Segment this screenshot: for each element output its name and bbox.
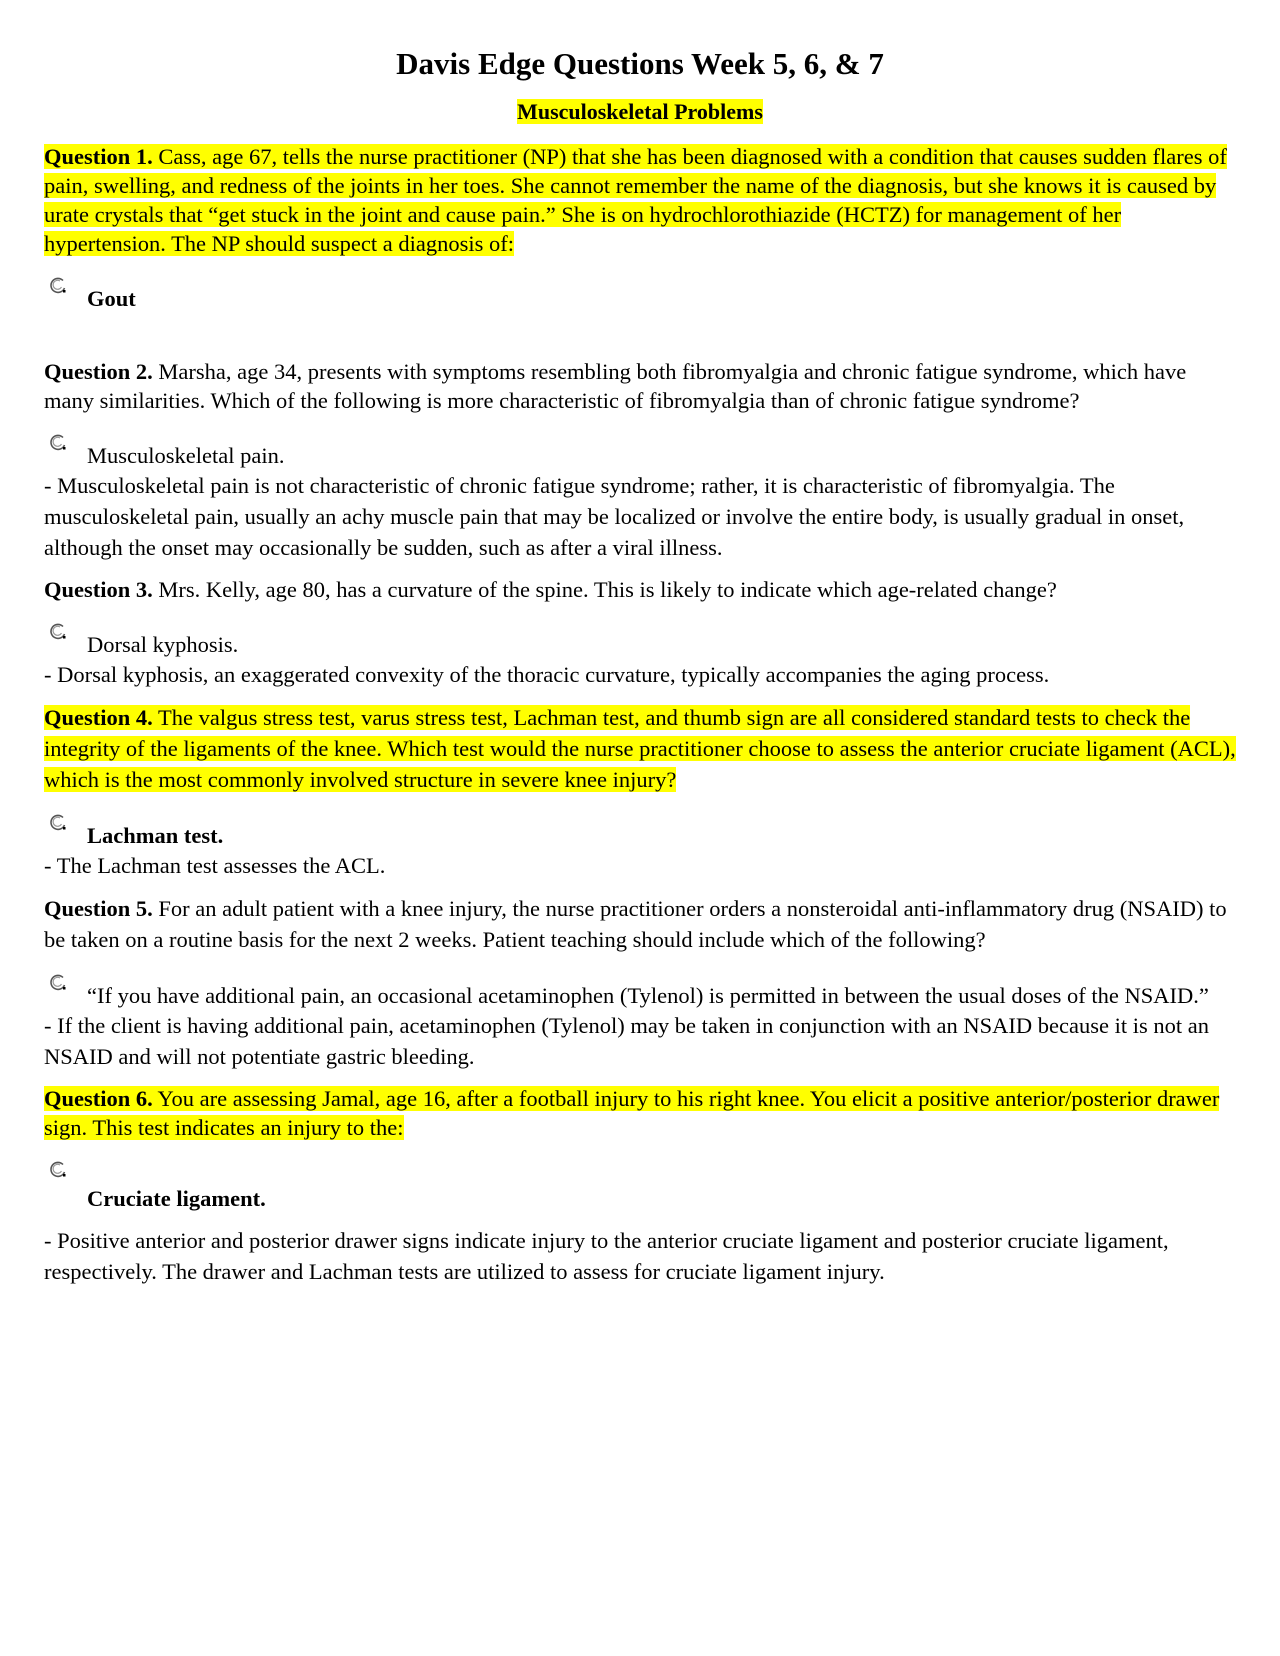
selected-radio-icon	[48, 1160, 68, 1180]
answer-5-text: “If you have additional pain, an occasional acetaminophen (Tylenol) is permitted in between the usual doses of the NSAID.”	[87, 983, 1209, 1008]
answer-2	[44, 441, 1236, 470]
question-3-label: Question 3.	[44, 577, 153, 602]
selected-radio-icon	[48, 813, 68, 833]
answer-3-text: Dorsal kyphosis.	[87, 632, 239, 657]
selected-radio-icon	[48, 973, 68, 993]
answer-2-text: Musculoskeletal pain.	[87, 443, 285, 468]
question-6	[44, 1084, 1236, 1142]
selected-radio-icon	[48, 276, 68, 296]
answer-5	[44, 981, 1236, 1010]
explanation-6: - Positive anterior and posterior drawer signs indicate injury to the anterior cruciate ligament and posterior cruciate ligament, respectively. The drawer and Lachman tests are utilized to assess for cruciate ligament injury.	[44, 1228, 1169, 1284]
answer-6-text: Cruciate ligament.	[87, 1186, 266, 1211]
question-5-text: For an adult patient with a knee injury, the nurse practitioner orders a nonsteroidal anti-inflammatory drug (NSAID) to be taken on a routine basis for the next 2 weeks. Patient teaching should include which of the following?	[44, 896, 1227, 952]
question-2-label: Question 2.	[44, 359, 153, 384]
question-1-highlight	[44, 144, 1227, 256]
question-5-label: Question 5.	[44, 896, 153, 921]
answer-4	[44, 821, 1236, 850]
section-heading: Musculoskeletal Problems	[517, 99, 763, 124]
question-1-text: Cass, age 67, tells the nurse practitioner (NP) that she has been diagnosed with a condition that causes sudden flares of pain, swelling, and redness of the joints in her toes. She cannot remember the name of the diagnosis, but she knows it is caused by urate crystals that “get stuck in the joint and cause pain.” She is on hydrochlorothiazide (HCTZ) for management of her hypertension. The NP should suspect a diagnosis of:	[44, 144, 1227, 256]
explanation-5: - If the client is having additional pain, acetaminophen (Tylenol) may be taken in conjunction with an NSAID because it is not an NSAID and will not potentiate gastric bleeding.	[44, 1013, 1209, 1069]
question-3	[44, 575, 1236, 604]
question-4-text: The valgus stress test, varus stress test, Lachman test, and thumb sign are all considered standard tests to check the integrity of the ligaments of the knee. Which test would the nurse practitioner choose to assess the anterior cruciate ligament (ACL), which is the most commonly involved structure in severe knee injury?	[44, 705, 1236, 792]
question-5	[44, 893, 1236, 955]
question-4-highlight	[44, 705, 1236, 792]
selected-radio-icon	[48, 433, 68, 453]
question-1-label: Question 1.	[44, 144, 153, 169]
answer-1-text: Gout	[87, 286, 136, 311]
answer-1	[44, 284, 1236, 313]
question-6-highlight	[44, 1086, 1219, 1140]
answer-6	[44, 1168, 1236, 1213]
selected-radio-icon	[48, 622, 68, 642]
question-4	[44, 702, 1236, 795]
question-2-text: Marsha, age 34, presents with symptoms resembling both fibromyalgia and chronic fatigue syndrome, which have many similarities. Which of the following is more characteristic of fibromyalgia than of chronic fatigue syndrome?	[44, 359, 1187, 413]
explanation-2: - Musculoskeletal pain is not characteristic of chronic fatigue syndrome; rather, it is characteristic of fibromyalgia. The musculoskeletal pain, usually an achy muscle pain that may be localized or involve the entire body, is usually gradual in onset, although the onset may occasionally be sudden, such as after a viral illness.	[44, 473, 1185, 560]
question-3-text: Mrs. Kelly, age 80, has a curvature of the spine. This is likely to indicate which age-related change?	[152, 577, 1057, 602]
explanation-3: - Dorsal kyphosis, an exaggerated convexity of the thoracic curvature, typically accompanies the aging process.	[44, 662, 1050, 687]
question-6-text: You are assessing Jamal, age 16, after a football injury to his right knee. You elicit a positive anterior/posterior drawer sign. This test indicates an injury to the:	[44, 1086, 1220, 1140]
section-heading-wrap	[44, 98, 1236, 126]
question-2	[44, 357, 1236, 415]
question-1	[44, 142, 1236, 258]
question-6-label: Question 6.	[44, 1086, 153, 1111]
document-title: Davis Edge Questions Week 5, 6, & 7	[396, 46, 884, 81]
explanation-4: - The Lachman test assesses the ACL.	[44, 853, 386, 878]
question-4-label: Question 4.	[44, 705, 153, 730]
answer-3	[44, 630, 1236, 659]
answer-4-text: Lachman test.	[87, 823, 224, 848]
